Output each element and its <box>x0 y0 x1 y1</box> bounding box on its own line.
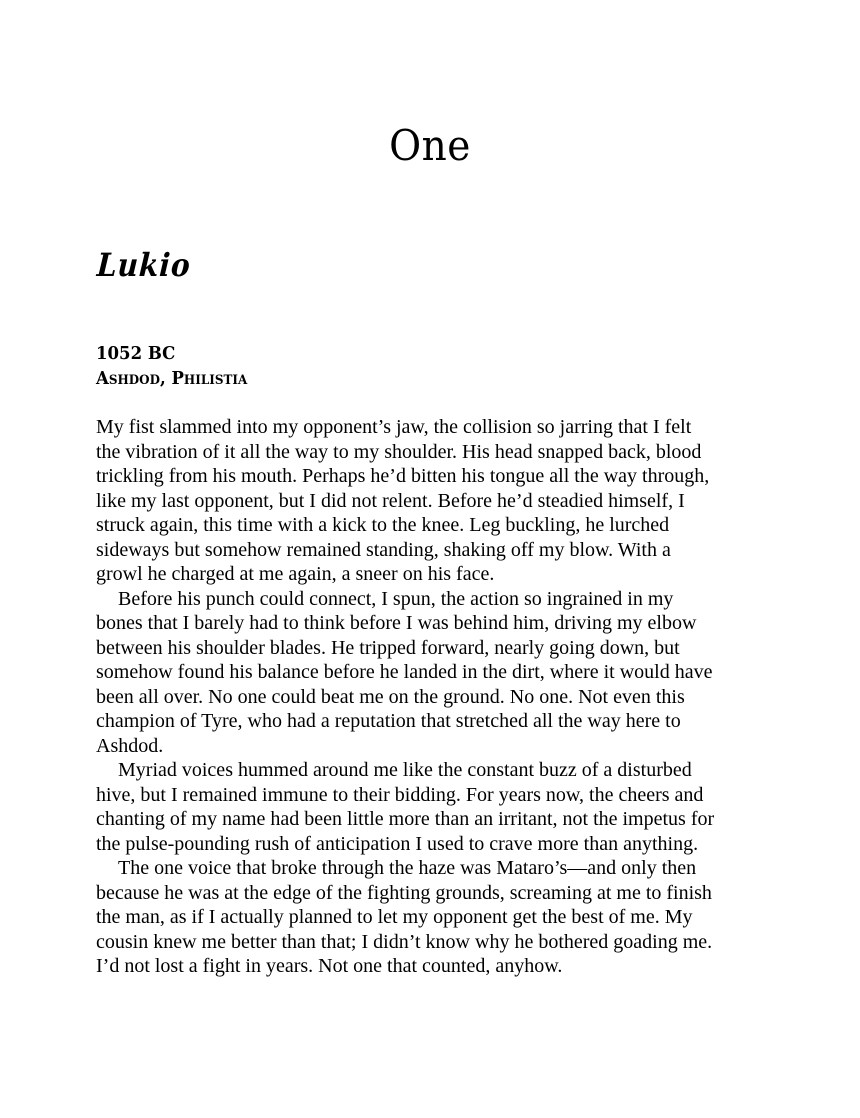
text-line: hive, but I remained immune to their bidding. For years now, the cheers and <box>96 783 704 806</box>
text-line: growl he charged at me again, a sneer on his face. <box>96 563 495 585</box>
dateline-place: Ashdod, Philistia <box>96 368 248 389</box>
text-line: trickling from his mouth. Perhaps he’d bitten his tongue all the way through, <box>96 465 710 487</box>
text-line: the pulse-pounding rush of anticipation I used to crave more than anything. <box>96 832 699 855</box>
text-line: the vibration of it all the way to my shoulder. His head snapped back, blood <box>96 440 702 463</box>
dateline-year: 1052 BC <box>96 343 176 364</box>
paragraph <box>96 758 764 856</box>
text-line: been all over. No one could beat me on the ground. No one. Not even this <box>96 685 685 708</box>
text-line: Before his punch could connect, I spun, the action so ingrained in my <box>118 587 674 610</box>
text-line: between his shoulder blades. He tripped forward, nearly going down, but <box>96 636 680 659</box>
text-line: because he was at the edge of the fighting grounds, screaming at me to finish <box>96 881 712 904</box>
pov-character-name: Lukio <box>95 246 192 284</box>
text-line: the man, as if I actually planned to let my opponent get the best of me. My <box>96 906 693 928</box>
text-line: I’d not lost a fight in years. Not one that counted, anyhow. <box>96 955 563 977</box>
chapter-title: One <box>389 121 471 170</box>
text-line: Myriad voices hummed around me like the constant buzz of a disturbed <box>118 759 692 781</box>
text-line: The one voice that broke through the haze was Mataro’s—and only then <box>118 857 697 879</box>
text-line: chanting of my name had been little more than an irritant, not the impetus for <box>96 808 715 830</box>
text-line: somehow found his balance before he landed in the dirt, where it would have <box>96 661 713 683</box>
paragraph <box>96 587 764 759</box>
text-line: My fist slammed into my opponent’s jaw, the collision so jarring that I felt <box>96 416 692 438</box>
paragraph <box>96 856 764 979</box>
text-line: like my last opponent, but I did not relent. Before he’d steadied himself, I <box>96 489 685 512</box>
text-line: sideways but somehow remained standing, shaking off my blow. With a <box>96 538 671 561</box>
paragraph <box>96 415 764 587</box>
chapter-body <box>96 415 764 979</box>
text-line: bones that I barely had to think before I was behind him, driving my elbow <box>96 612 697 634</box>
text-line: champion of Tyre, who had a reputation that stretched all the way here to <box>96 710 681 732</box>
text-line: struck again, this time with a kick to the knee. Leg buckling, he lurched <box>96 514 670 536</box>
text-line: Ashdod. <box>96 734 164 757</box>
text-line: cousin knew me better than that; I didn’t know why he bothered goading me. <box>96 930 713 953</box>
